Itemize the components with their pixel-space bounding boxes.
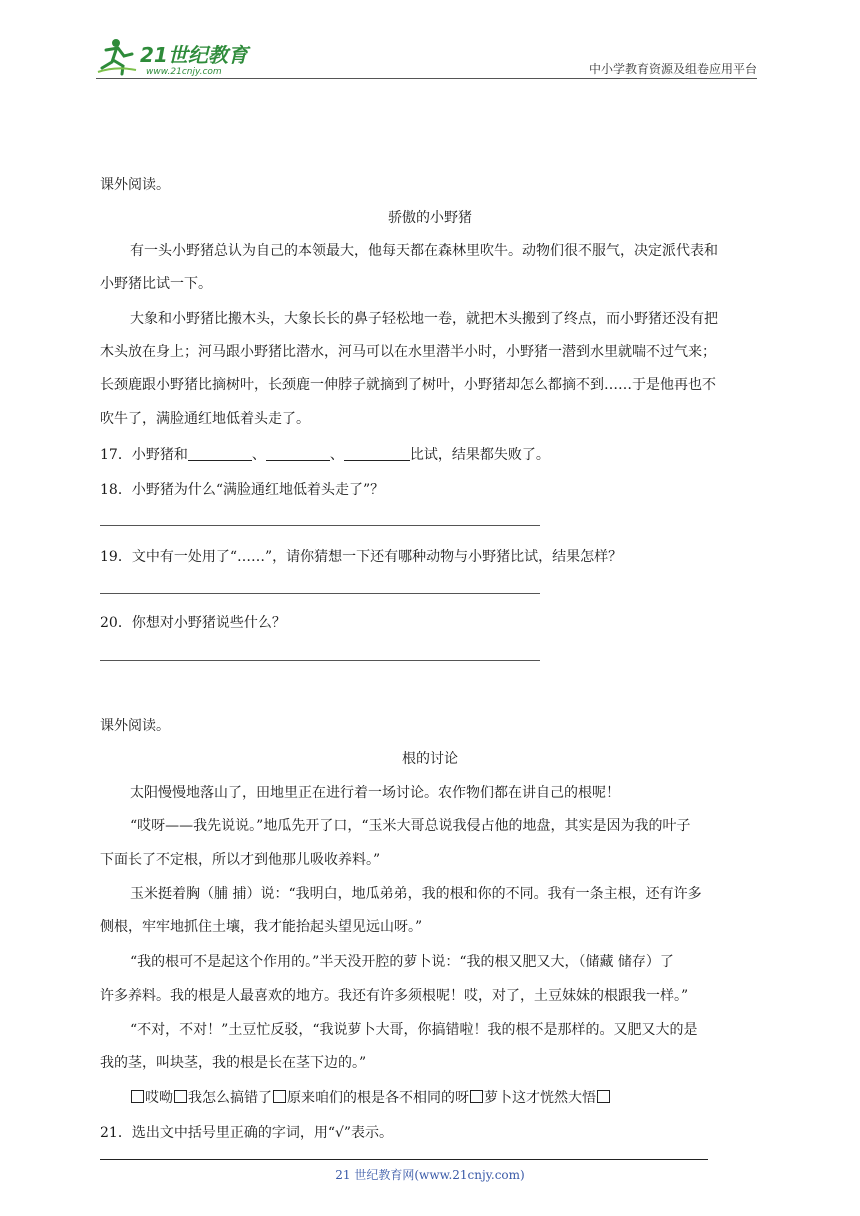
punctuation-box[interactable] — [273, 1090, 286, 1103]
passage-line: 木头放在身上；河马跟小野猪比潜水，河马可以在水里潜半小时，小野猪一潜到水里就喘不过气来； — [100, 344, 716, 360]
answer-blank[interactable] — [266, 446, 330, 461]
passage-line: 许多养料。我的根是人最喜欢的地方。我还有许多须根呢！哎，对了，土豆妹妹的根跟我一样。” — [100, 988, 689, 1004]
site-logo — [96, 36, 266, 78]
answer-line[interactable] — [100, 660, 540, 661]
svg-text:www.21cnjy.com: www.21cnjy.com — [146, 67, 222, 77]
question-20: 20．你想对小野猪说些什么？ — [100, 615, 286, 631]
box-segment: 萝卜这才恍然大悟 — [484, 1090, 596, 1106]
passage-line: “我的根可不是起这个作用的。”半天没开腔的萝卜说：“我的根又肥又大，（储藏 储存）了 — [130, 954, 674, 970]
section-intro: 课外阅读。 — [100, 718, 170, 734]
passage-title: 根的讨论 — [402, 751, 458, 767]
separator: 、 — [329, 447, 344, 463]
question-19: 19．文中有一处用了“……”，请你猜想一下还有哪种动物与小野猪比试，结果怎样？ — [100, 549, 623, 565]
section-intro: 课外阅读。 — [100, 177, 170, 193]
passage-line: “哎呀——我先说说。”地瓜先开了口，“玉米大哥总说我侵占他的地盘，其实是因为我的叶子 — [130, 818, 691, 834]
box-segment: 哎呦 — [145, 1090, 173, 1106]
header-divider — [96, 78, 757, 79]
separator: 、 — [251, 447, 266, 463]
passage-line: 小野猪比试一下。 — [100, 276, 212, 292]
runner-logo-icon — [96, 36, 266, 78]
platform-name: 中小学教育资源及组卷应用平台 — [588, 62, 757, 76]
box-segment: 我怎么搞错了 — [188, 1090, 272, 1106]
answer-line[interactable] — [100, 593, 540, 594]
passage-line: 长颈鹿跟小野猪比摘树叶，长颈鹿一伸脖子就摘到了树叶，小野猪却怎么都摘不到……于是他再也不 — [100, 377, 716, 393]
passage-line: 太阳慢慢地落山了，田地里正在进行着一场讨论。农作物们都在讲自己的根呢！ — [130, 785, 620, 801]
punctuation-exercise — [130, 1087, 611, 1107]
footer-divider — [100, 1159, 708, 1160]
passage-title: 骄傲的小野猪 — [388, 210, 472, 226]
passage-line: 吹牛了，满脸通红地低着头走了。 — [100, 411, 310, 427]
footer-text: 21 世纪教育网(www.21cnjy.com) — [335, 1168, 525, 1182]
passage-line: 下面长了不定根，所以才到他那儿吸收养料。” — [100, 852, 381, 868]
punctuation-box[interactable] — [470, 1090, 483, 1103]
svg-text:21世纪教育: 21世纪教育 — [140, 43, 248, 67]
passage-line: “不对，不对！”土豆忙反驳，“我说萝卜大哥，你搞错啦！我的根不是那样的。又肥又大的是 — [130, 1022, 698, 1038]
passage-line: 有一头小野猪总认为自己的本领最大，他每天都在森林里吹牛。动物们很不服气，决定派代表和 — [130, 243, 718, 259]
passage-line: 侧根，牢牢地抓住土壤，我才能抬起头望见远山呀。” — [100, 919, 423, 935]
question-17 — [100, 444, 550, 464]
question-text: 比试，结果都失败了。 — [409, 447, 550, 463]
box-segment: 原来咱们的根是各不相同的呀 — [287, 1090, 469, 1106]
punctuation-box[interactable] — [131, 1090, 144, 1103]
question-21: 21．选出文中括号里正确的字词，用“√”表示。 — [100, 1125, 394, 1141]
question-text: 17．小野猪和 — [100, 447, 188, 463]
punctuation-box[interactable] — [174, 1090, 187, 1103]
answer-blank[interactable] — [344, 446, 410, 461]
passage-line: 大象和小野猪比搬木头，大象长长的鼻子轻松地一卷，就把木头搬到了终点，而小野猪还没有把 — [130, 311, 718, 327]
punctuation-box[interactable] — [597, 1090, 610, 1103]
passage-line: 我的茎，叫块茎，我的根是长在茎下边的。” — [100, 1055, 367, 1071]
answer-line[interactable] — [100, 525, 540, 526]
question-18: 18．小野猪为什么“满脸通红地低着头走了”？ — [100, 482, 385, 498]
answer-blank[interactable] — [188, 446, 252, 461]
passage-line: 玉米挺着胸（脯 捕）说：“我明白，地瓜弟弟，我的根和你的不同。我有一条主根，还有许多 — [130, 886, 702, 902]
